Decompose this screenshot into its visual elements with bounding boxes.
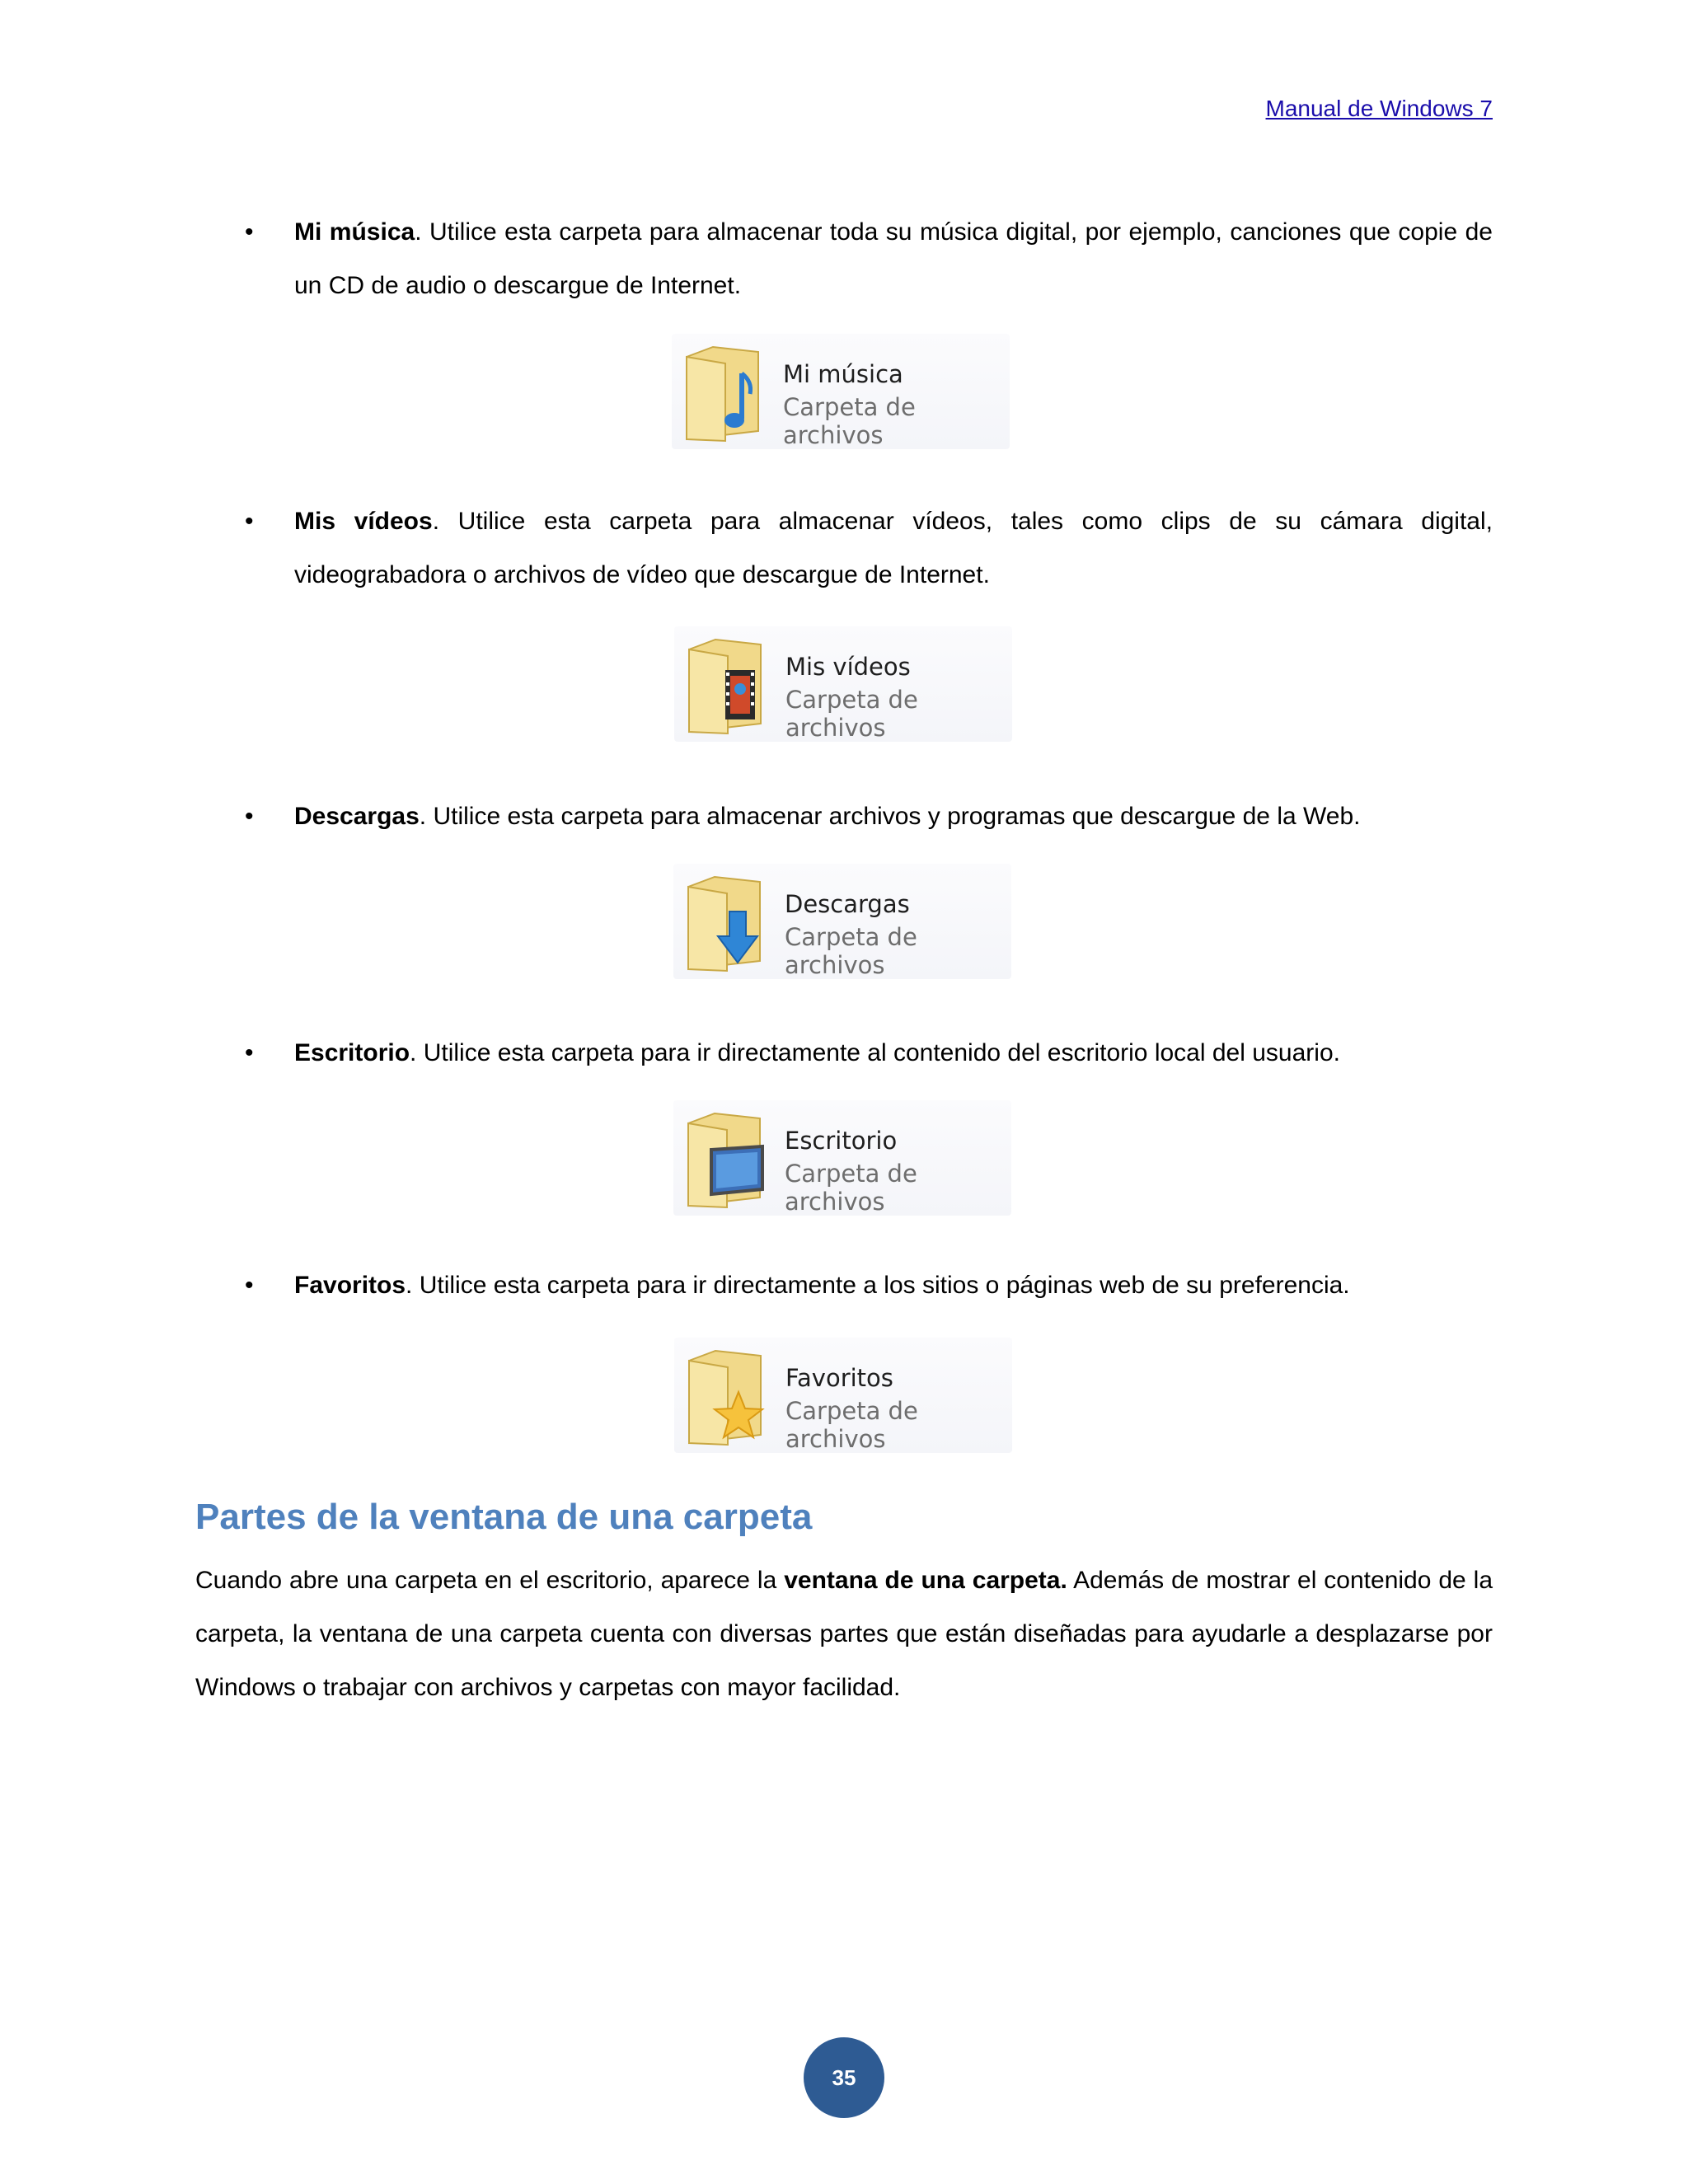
term-mis-videos: Mis vídeos [294, 508, 433, 535]
header-manual-link[interactable]: Manual de Windows 7 [1265, 96, 1493, 121]
desc-mis-videos: . Utilice esta carpeta para almacenar vídeos, tales como clips de su cámara digital, videograbadora o archivos de vídeo que descargue de Internet. [294, 508, 1493, 588]
desc-favoritos: . Utilice esta carpeta para ir directamente a los sitios o páginas web de su preferencia. [406, 1272, 1350, 1299]
desc-mi-musica: . Utilice esta carpeta para almacenar toda su música digital, por ejemplo, canciones que copie de un CD de audio o descargue de Internet. [294, 218, 1493, 299]
folder-card-mis-videos [674, 626, 1012, 742]
folder-type: Carpeta de archivos [783, 393, 916, 449]
bullet-icon: • [245, 1272, 254, 1299]
term-escritorio: Escritorio [294, 1039, 410, 1066]
folder-type: Carpeta de archivos [785, 923, 917, 979]
folder-name: Descargas [785, 890, 910, 918]
downloads-folder-icon [682, 870, 772, 973]
list-item-escritorio [245, 1026, 1493, 1080]
bullet-icon: • [245, 218, 254, 246]
folder-name: Mis vídeos [785, 653, 911, 681]
term-descargas: Descargas [294, 803, 420, 830]
para-bold: ventana de una carpeta. [784, 1567, 1067, 1594]
list-item-mis-videos [245, 494, 1493, 602]
bullet-icon: • [245, 1039, 254, 1066]
folder-name: Escritorio [785, 1127, 898, 1155]
section-title: Partes de la ventana de una carpeta [195, 1497, 813, 1537]
list-item-mi-musica [245, 205, 1493, 312]
folder-card-descargas [673, 864, 1011, 979]
para-after: Además de mostrar el contenido de la carpeta, la ventana de una carpeta cuenta con diversas partes que están diseñadas para ayudarle a desplazarse por Windows o trabajar con archivos y carpetas con mayor facilidad. [195, 1567, 1493, 1701]
folder-card-favoritos [674, 1338, 1012, 1453]
term-mi-musica: Mi música [294, 218, 415, 246]
page-number-badge: 35 [804, 2037, 884, 2118]
favorites-folder-icon [682, 1344, 773, 1447]
folder-name: Mi música [783, 360, 903, 388]
bullet-icon: • [245, 803, 254, 830]
term-favoritos: Favoritos [294, 1272, 406, 1299]
para-before: Cuando abre una carpeta en el escritorio, aparece la [195, 1567, 785, 1594]
bullet-icon: • [245, 508, 254, 535]
folder-type: Carpeta de archivos [785, 686, 918, 742]
folder-card-escritorio [673, 1100, 1011, 1216]
list-item-descargas [245, 790, 1493, 843]
list-item-favoritos [245, 1258, 1493, 1312]
desktop-folder-icon [682, 1107, 772, 1210]
section-paragraph [195, 1554, 1493, 1714]
folder-card-mi-musica [672, 334, 1010, 449]
folder-type: Carpeta de archivos [785, 1160, 917, 1216]
videos-folder-icon [682, 633, 773, 736]
folder-name: Favoritos [785, 1364, 893, 1392]
desc-escritorio: . Utilice esta carpeta para ir directamente al contenido del escritorio local del usuario. [410, 1039, 1340, 1066]
music-folder-icon [680, 340, 771, 443]
folder-type: Carpeta de archivos [785, 1397, 918, 1453]
desc-descargas: . Utilice esta carpeta para almacenar archivos y programas que descargue de la Web. [419, 803, 1361, 830]
